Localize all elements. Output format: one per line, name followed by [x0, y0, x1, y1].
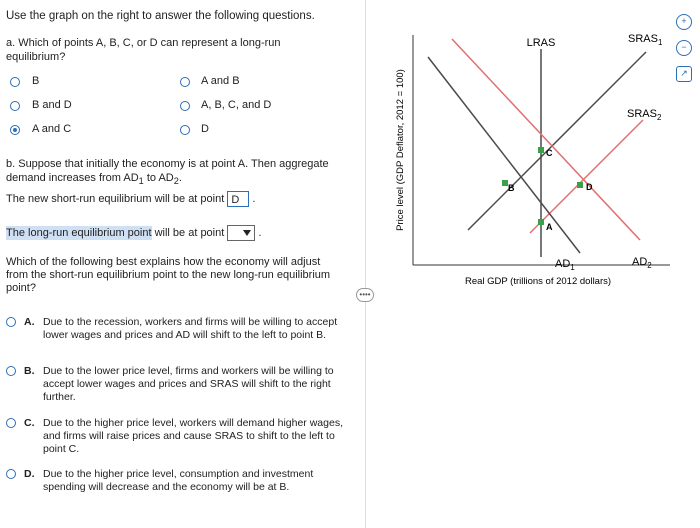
- popout-icon[interactable]: ↗: [676, 66, 692, 82]
- sras2-line: [530, 120, 643, 233]
- part-c-prompt: Which of the following best explains how the economy will adjust from the short-run equilibrium point to the new long-run equilibrium point?: [6, 256, 331, 294]
- part-c-option-a[interactable]: [6, 316, 336, 356]
- new-short-run-label: The new short-run equilibrium will be at point: [6, 192, 225, 205]
- point-b-label: B: [508, 183, 515, 193]
- part-b-line2: [6, 171, 346, 188]
- chevron-down-icon: [243, 230, 251, 236]
- point-d-marker: [577, 182, 583, 188]
- radio-button[interactable]: [180, 101, 190, 111]
- option-text: Due to the higher price level, workers will demand higher wages, and firms will raise prices and cause SRAS to shift to the left to point C.: [43, 417, 343, 455]
- radio-button[interactable]: [180, 77, 190, 87]
- y-axis-label: Price level (GDP Deflator, 2012 = 100): [395, 69, 406, 231]
- instruction-text: Use the graph on the right to answer the following questions.: [6, 10, 315, 22]
- text: to AD: [143, 172, 174, 184]
- subscript: 1: [657, 38, 663, 47]
- x-axis-label: Real GDP (trillions of 2012 dollars): [464, 276, 612, 287]
- panel-divider: [365, 0, 366, 528]
- option-letter: C.: [24, 417, 35, 429]
- ad-as-graph: [390, 25, 680, 295]
- option-text: Due to the lower price level, firms and workers will be willing to accept lower wages and prices and SRAS will shift to the right further.: [43, 365, 334, 403]
- radio-button[interactable]: [6, 469, 16, 479]
- ad1-line: [428, 57, 580, 253]
- part-c-option-c[interactable]: [6, 417, 343, 457]
- option-text: Due to the higher price level, consumption and investment spending will decrease and the economy will be at B.: [43, 468, 314, 493]
- text: SRAS: [627, 108, 657, 120]
- subscript: 2: [173, 176, 179, 187]
- ad1-label: [555, 258, 575, 272]
- point-c-marker: [538, 147, 544, 153]
- radio-button[interactable]: [6, 418, 16, 428]
- ad2-label: [632, 256, 652, 270]
- option-label: A, B, C, and D: [201, 99, 272, 111]
- new-short-run-row: [6, 191, 255, 207]
- option-label: A and C: [32, 123, 72, 135]
- lras-label: LRAS: [526, 37, 556, 49]
- part-b-prompt: [6, 157, 346, 188]
- option-label: B and D: [32, 99, 72, 111]
- long-run-row: [6, 225, 261, 241]
- radio-button[interactable]: [6, 317, 16, 327]
- zoom-out-icon[interactable]: −: [676, 40, 692, 56]
- option-letter: A.: [24, 316, 35, 328]
- text: SRAS: [628, 33, 658, 45]
- option-letter: B.: [24, 365, 35, 377]
- period: .: [252, 192, 256, 205]
- long-run-dropdown[interactable]: [227, 225, 255, 241]
- radio-button[interactable]: [6, 366, 16, 376]
- subscript: 1: [138, 176, 144, 187]
- zoom-in-icon[interactable]: +: [676, 14, 692, 30]
- radio-button[interactable]: [10, 101, 20, 111]
- option-label: A and B: [201, 75, 240, 87]
- sras1-label: [628, 33, 663, 47]
- sras1-line: [468, 52, 646, 230]
- sras2-label: [627, 108, 662, 122]
- radio-button[interactable]: [180, 125, 190, 135]
- option-text: Due to the recession, workers and firms will be willing to accept lower wages and prices and AD will shift to the left to point B.: [43, 316, 338, 341]
- text: demand increases from AD: [6, 172, 139, 184]
- long-run-label-rest: will be at point: [151, 226, 225, 239]
- part-c-option-b[interactable]: [6, 365, 336, 405]
- period: .: [258, 226, 262, 239]
- part-c-option-d[interactable]: [6, 468, 336, 498]
- text: AD: [632, 256, 648, 268]
- subscript: 2: [647, 261, 652, 270]
- point-c-label: C: [546, 148, 553, 158]
- point-a-marker: [538, 219, 544, 225]
- part-b-line1: b. Suppose that initially the economy is at point A. Then aggregate: [6, 158, 329, 170]
- option-letter: D.: [24, 468, 35, 480]
- text: .: [178, 172, 182, 184]
- long-run-label-highlight: The long-run equilibrium point: [6, 226, 152, 239]
- option-label: D: [201, 123, 209, 135]
- point-a-label: A: [546, 222, 553, 232]
- radio-button-selected[interactable]: [10, 125, 20, 135]
- part-a-prompt: a. Which of points A, B, C, or D can represent a long-run equilibrium?: [6, 37, 281, 63]
- subscript: 1: [570, 263, 575, 272]
- radio-button[interactable]: [10, 77, 20, 87]
- new-short-run-answer-box[interactable]: D: [227, 191, 249, 207]
- subscript: 2: [656, 113, 662, 122]
- option-label: B: [32, 75, 40, 87]
- text: AD: [555, 258, 571, 270]
- point-d-label: D: [586, 182, 593, 192]
- collapse-handle[interactable]: ••••: [356, 288, 374, 302]
